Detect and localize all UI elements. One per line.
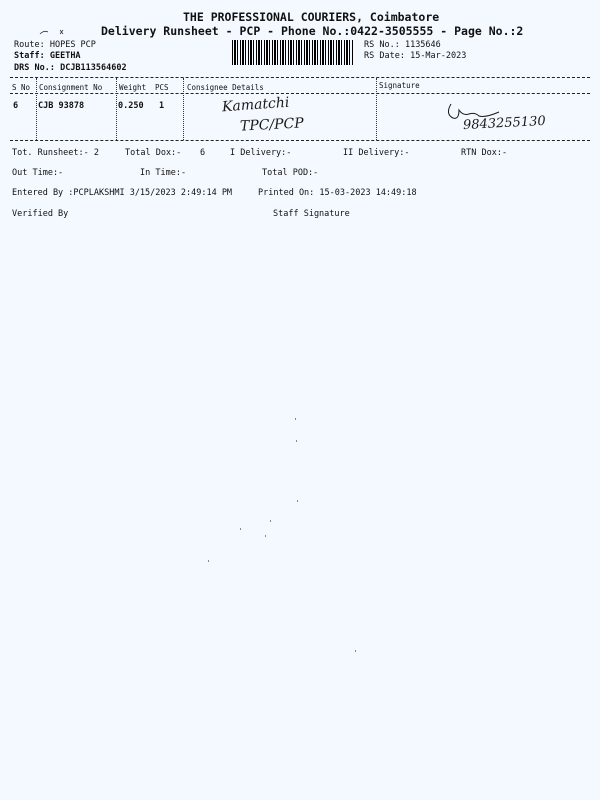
scan-speck: [265, 535, 266, 537]
rtn-dox: RTN Dox:-: [461, 148, 508, 158]
staff-value: GEETHA: [49, 51, 81, 61]
rs-no-label: RS No.:: [364, 40, 400, 50]
route-value: HOPES PCP: [49, 40, 96, 50]
col-header-consignee: Consignee Details: [187, 83, 264, 92]
route-line: [14, 40, 96, 50]
drs-value: DCJB113564602: [60, 63, 127, 73]
scan-speck: [270, 520, 271, 522]
col-divider: [36, 78, 37, 140]
entered-by: Entered By :PCPLAKSHMI 3/15/2023 2:49:14 PM: [12, 188, 233, 198]
barcode-image: [232, 40, 354, 65]
staff-signature-label: Staff Signature: [273, 209, 350, 219]
drs-label: DRS No.:: [14, 63, 55, 73]
col-header-signature: Signature: [379, 81, 420, 90]
scan-speck: [240, 528, 241, 530]
scan-speck: [296, 440, 297, 442]
rs-date-line: [364, 51, 466, 61]
col-divider: [116, 78, 117, 140]
verified-by: Verified By: [12, 209, 69, 219]
col-header-sno: S No: [12, 83, 31, 92]
row-weight: 0.250: [118, 101, 144, 111]
drs-line: [14, 63, 127, 73]
handwritten-consignee-location: TPC/PCP: [239, 115, 305, 135]
col-divider: [183, 78, 184, 140]
company-title: THE PROFESSIONAL COURIERS, Coimbatore: [183, 10, 440, 24]
out-time: Out Time:-: [12, 168, 64, 178]
handwritten-phone: 9843255130: [462, 113, 547, 134]
printed-on: Printed On: 15-03-2023 14:49:18: [258, 188, 417, 198]
runsheet-subtitle: Delivery Runsheet - PCP - Phone No.:0422-3505555 - Page No.:2: [101, 24, 524, 38]
rs-date-value: 15-Mar-2023: [410, 51, 467, 61]
total-dox-label: Total Dox:-: [125, 148, 182, 158]
in-time: In Time:-: [140, 168, 187, 178]
col-header-pcs: PCS: [155, 83, 169, 92]
table-header-rule: [10, 93, 590, 94]
handwritten-consignee-name: Kamatchi: [221, 94, 290, 116]
row-sno: 6: [13, 101, 19, 111]
col-header-weight: Weight: [119, 83, 147, 92]
ii-delivery: II Delivery:-: [343, 148, 410, 158]
scan-speck: [297, 500, 298, 502]
table-top-rule: [10, 77, 590, 78]
rs-no-line: [364, 40, 441, 50]
rs-no-value: 1135646: [404, 40, 441, 50]
table-bottom-rule: [10, 140, 590, 141]
route-label: Route:: [14, 40, 45, 50]
total-pod: Total POD:-: [262, 168, 319, 178]
scan-speck: [295, 418, 296, 420]
col-divider: [376, 78, 377, 140]
row-pcs: 1: [159, 101, 165, 111]
i-delivery: I Delivery:-: [230, 148, 292, 158]
total-runsheet: Tot. Runsheet:- 2: [12, 148, 99, 158]
total-dox-value: 6: [200, 148, 206, 158]
staff-label: Staff:: [14, 51, 45, 61]
pen-mark: [38, 26, 68, 38]
scan-speck: [355, 650, 356, 652]
col-header-consignment: Consignment No: [39, 83, 103, 92]
row-consignment-no: CJB 93878: [38, 101, 85, 111]
scan-speck: [208, 560, 209, 562]
staff-line: [14, 51, 81, 61]
rs-date-label: RS Date:: [364, 51, 405, 61]
